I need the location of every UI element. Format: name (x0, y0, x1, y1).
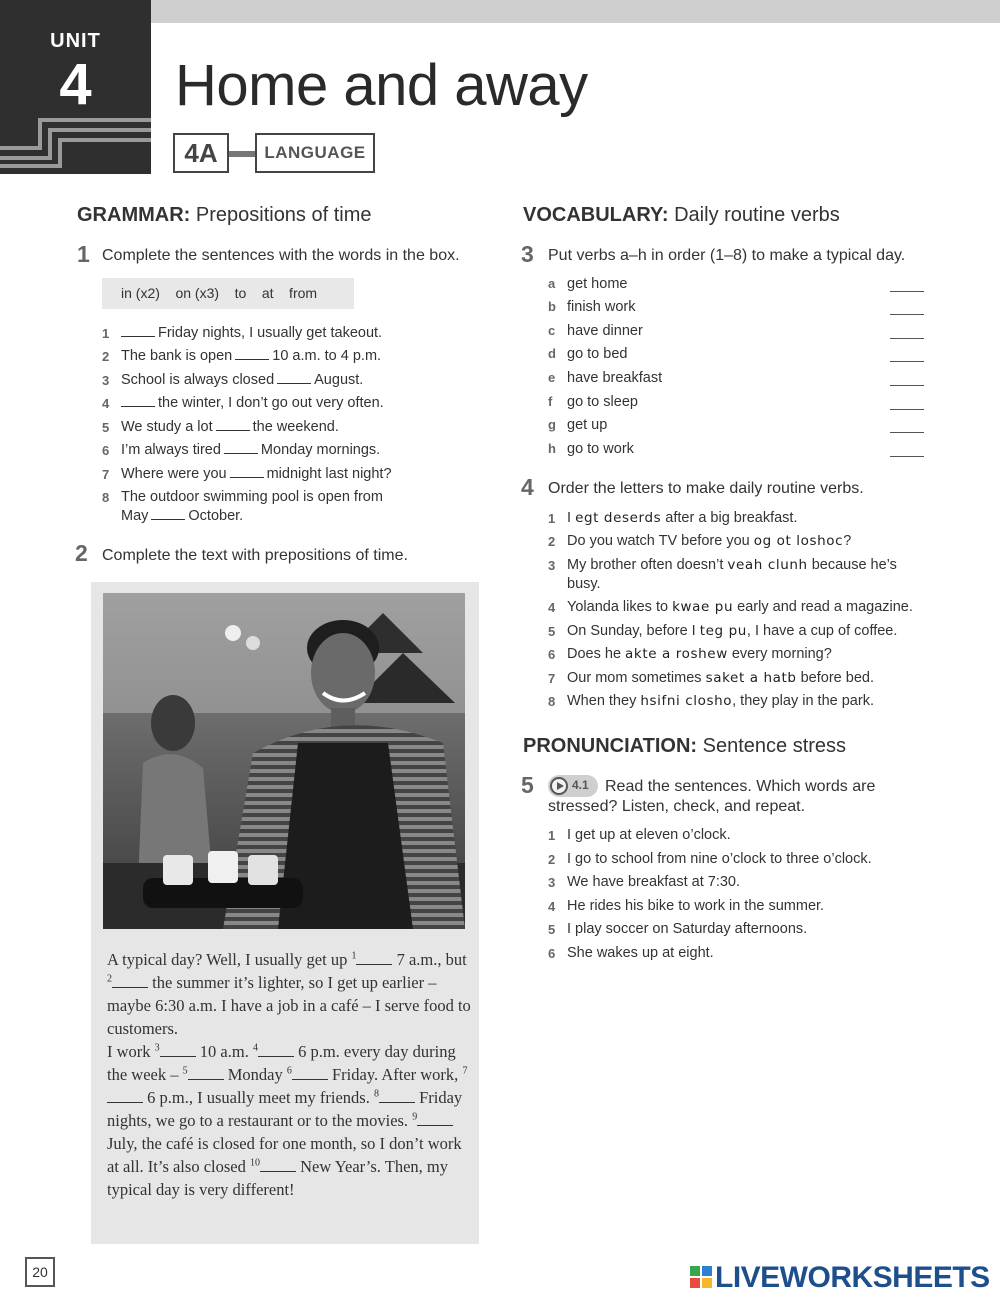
item-line2: busy. (567, 576, 601, 592)
scrambled-word: veah clunh (727, 557, 808, 573)
item-letter: e (548, 370, 556, 385)
story-part: July, the café is closed for one month, so I don’t work at all. It’s also closed (107, 1134, 462, 1176)
item-pre: When they (567, 693, 641, 709)
answer-blank[interactable] (224, 442, 258, 454)
item-number: 8 (102, 490, 110, 505)
item-number: 5 (548, 624, 556, 639)
story-blank[interactable] (379, 1093, 415, 1103)
item-post: 10 a.m. to 4 p.m. (272, 348, 382, 364)
ex3-item (548, 299, 928, 319)
item-post: ? (843, 533, 852, 549)
item-post: midnight last night? (266, 466, 392, 482)
item-text (121, 418, 339, 437)
ex3-item (548, 323, 928, 343)
gap-number: 8 (373, 1088, 379, 1100)
item-text (567, 669, 874, 688)
item-text (567, 509, 797, 528)
ex3-item (548, 276, 928, 296)
exercise-3-number: 3 (521, 241, 534, 267)
story-part: 10 a.m. (195, 1042, 253, 1061)
story-blank[interactable] (258, 1047, 294, 1057)
item-pre: Does he (567, 646, 626, 662)
item-text (567, 598, 913, 617)
grammar-heading-label: GRAMMAR: (77, 204, 191, 226)
item-number: 2 (548, 852, 556, 867)
item-pre: Yolanda likes to (567, 599, 673, 615)
grammar-heading-title: Prepositions of time (195, 204, 372, 226)
answer-blank[interactable] (890, 291, 924, 292)
gap-number: 5 (182, 1065, 188, 1077)
scrambled-word: saket a hatb (705, 670, 797, 686)
item-letter: b (548, 299, 556, 314)
item-text (121, 347, 381, 366)
item-letter: c (548, 323, 556, 338)
scrambled-word: hsifni closho (640, 693, 733, 709)
answer-blank[interactable] (277, 372, 311, 384)
item-post: early and read a magazine. (733, 599, 913, 615)
item-number: 6 (548, 647, 556, 662)
exercise-5-instruction: Read the sentences. Which words are (605, 778, 876, 795)
item-number: 1 (102, 326, 110, 341)
gap-number: 6 (286, 1065, 292, 1077)
exercise-1-instruction: Complete the sentences with the words in the box. (102, 247, 460, 264)
item-pre: May (121, 508, 149, 524)
exercise-2-number: 2 (75, 540, 88, 566)
item-text: We have breakfast at 7:30. (567, 874, 741, 890)
answer-blank[interactable] (151, 508, 185, 520)
gap-number: 7 (462, 1065, 468, 1077)
exercise-3-instruction: Put verbs a–h in order (1–8) to make a typical day. (548, 247, 906, 264)
header-stripe (150, 0, 1000, 23)
page-number: 20 (25, 1257, 55, 1287)
story-blank[interactable] (292, 1070, 328, 1080)
item-letter: d (548, 346, 556, 361)
item-pre: Where were you (121, 466, 227, 482)
item-post: Monday mornings. (260, 442, 381, 458)
answer-blank[interactable] (235, 348, 269, 360)
item-number: 3 (548, 558, 556, 573)
gap-number: 10 (249, 1157, 260, 1169)
item-pre: We study a lot (121, 419, 213, 435)
answer-blank[interactable] (890, 456, 924, 457)
item-text (121, 371, 363, 390)
story-part: the summer it’s lighter, so I get up earlier – maybe 6:30 a.m. I have a job in a café – I serve food to customers. (107, 973, 471, 1038)
story-part: 6 p.m. every day during the week – (107, 1042, 456, 1084)
item-number: 2 (102, 349, 110, 364)
item-post: , they play in the park. (732, 693, 874, 709)
item-text (121, 488, 383, 526)
item-text (121, 441, 380, 460)
story-blank[interactable] (107, 1093, 143, 1103)
item-number: 4 (548, 899, 556, 914)
item-text: I play soccer on Saturday afternoons. (567, 921, 808, 937)
item-number: 5 (548, 922, 556, 937)
item-number: 3 (102, 373, 110, 388)
item-text: I go to school from nine o’clock to three o’clock. (567, 851, 872, 867)
item-pre: The bank is open (121, 348, 233, 364)
item-letter: f (548, 394, 553, 409)
story-blank[interactable] (188, 1070, 224, 1080)
answer-blank[interactable] (121, 325, 155, 337)
exercise-5-number: 5 (521, 772, 534, 798)
lesson-connector (229, 151, 257, 157)
answer-blank[interactable] (890, 361, 924, 362)
scrambled-word: egt deserds (575, 510, 662, 526)
item-text (121, 394, 384, 413)
gap-number: 3 (154, 1042, 160, 1054)
item-text (567, 622, 897, 641)
item-number: 1 (548, 828, 556, 843)
item-number: 6 (102, 443, 110, 458)
item-number: 7 (548, 671, 556, 686)
answer-blank[interactable] (890, 338, 924, 339)
ex3-item (548, 394, 928, 414)
lesson-code: 4A (173, 133, 229, 173)
item-text (567, 692, 874, 711)
item-text (121, 465, 392, 484)
unit-badge (0, 0, 151, 174)
item-pre: My brother often doesn’t (567, 557, 728, 573)
item-text (121, 324, 382, 343)
story-part: Friday. After work, (327, 1065, 463, 1084)
item-text: She wakes up at eight. (567, 945, 714, 961)
item-pre: Our mom sometimes (567, 670, 706, 686)
item-text: go to bed (567, 346, 628, 362)
item-number: 5 (102, 420, 110, 435)
vocabulary-heading-title: Daily routine verbs (674, 204, 840, 226)
play-icon[interactable] (550, 777, 568, 795)
story-part: A typical day? Well, I usually get up (107, 950, 352, 969)
word-box: in (x2) on (x3) to at from (102, 278, 354, 309)
item-number: 1 (548, 511, 556, 526)
item-number: 7 (102, 467, 110, 482)
story-part: New Year’s. Then, my typical day is very different! (107, 1157, 448, 1199)
story-text (107, 948, 471, 1201)
item-text: He rides his bike to work in the summer. (567, 898, 825, 914)
steps-decoration (0, 108, 151, 174)
story-part: 6 p.m., I usually meet my friends. (143, 1088, 374, 1107)
item-text: get up (567, 417, 608, 433)
item-text: go to sleep (567, 394, 638, 410)
item-number: 4 (548, 600, 556, 615)
pronunciation-heading-label: PRONUNCIATION: (523, 735, 698, 757)
answer-blank[interactable] (230, 466, 264, 478)
gap-number: 2 (107, 973, 112, 985)
item-text: finish work (567, 299, 636, 315)
item-pre: I (567, 510, 576, 526)
gap-number: 9 (412, 1111, 418, 1123)
story-part: I work (107, 1042, 155, 1061)
story-blank[interactable] (417, 1116, 453, 1126)
brand-name: LIVEWORKSHEETS (715, 1261, 990, 1294)
exercise-4-instruction: Order the letters to make daily routine verbs. (548, 480, 864, 497)
scrambled-word: kwae pu (672, 599, 734, 615)
item-pre: Do you watch TV before you (567, 533, 754, 549)
item-number: 4 (102, 396, 110, 411)
item-pre: I’m always tired (121, 442, 221, 458)
item-post: after a big breakfast. (661, 510, 798, 526)
liveworksheets-icon (690, 1266, 712, 1288)
item-post: October. (188, 508, 244, 524)
story-blank[interactable] (112, 978, 148, 988)
story-part: Monday (223, 1065, 287, 1084)
answer-blank[interactable] (890, 409, 924, 410)
item-post: August. (314, 372, 364, 388)
story-part: 7 a.m., but (392, 950, 467, 969)
ex3-item (548, 417, 928, 437)
item-text (567, 556, 897, 594)
lesson-type: LANGUAGE (255, 133, 375, 173)
item-post: Friday nights, I usually get takeout. (158, 325, 383, 341)
item-letter: h (548, 441, 556, 456)
item-pre: School is always closed (121, 372, 275, 388)
item-text: I get up at eleven o’clock. (567, 827, 731, 843)
item-number: 6 (548, 946, 556, 961)
item-post: every morning? (727, 646, 832, 662)
item-text: have breakfast (567, 370, 663, 386)
unit-label: UNIT (50, 30, 101, 52)
story-blank[interactable] (356, 955, 392, 965)
item-text (567, 532, 851, 551)
ex3-item (548, 346, 928, 366)
exercise-5-instruction-cont: stressed? Listen, check, and repeat. (548, 798, 806, 815)
item-line1: The outdoor swimming pool is open from (121, 489, 383, 505)
audio-track-code: 4.1 (572, 778, 589, 792)
page-title: Home and away (175, 53, 588, 118)
answer-blank[interactable] (121, 395, 155, 407)
scrambled-word: og ot loshoc (753, 533, 844, 549)
answer-blank[interactable] (890, 314, 924, 315)
story-part: Friday nights, we go to a restaurant or to the movies. (107, 1088, 463, 1130)
pronunciation-heading-title: Sentence stress (702, 735, 847, 757)
unit-number: 4 (59, 52, 92, 117)
exercise-1-number: 1 (77, 241, 90, 267)
item-post: because he’s (807, 557, 897, 573)
item-letter: g (548, 417, 556, 432)
item-text: go to work (567, 441, 634, 457)
ex3-item (548, 441, 928, 461)
story-blank[interactable] (260, 1162, 296, 1172)
ex3-item (548, 370, 928, 390)
gap-number: 1 (351, 950, 357, 962)
answer-blank[interactable] (216, 419, 250, 431)
vocabulary-heading (523, 204, 840, 227)
answer-blank[interactable] (890, 385, 924, 386)
item-pre: On Sunday, before I (567, 623, 700, 639)
gap-number: 4 (252, 1042, 258, 1054)
item-number: 2 (548, 534, 556, 549)
item-text: get home (567, 276, 628, 292)
waiter-photo (103, 593, 465, 929)
exercise-2-instruction: Complete the text with prepositions of time. (102, 547, 408, 564)
scrambled-word: teg pu (699, 623, 747, 639)
item-number: 3 (548, 875, 556, 890)
item-text: have dinner (567, 323, 643, 339)
item-post: , I have a cup of coffee. (746, 623, 898, 639)
exercise-4-number: 4 (521, 474, 534, 500)
item-number: 8 (548, 694, 556, 709)
answer-blank[interactable] (890, 432, 924, 433)
vocabulary-heading-label: VOCABULARY: (523, 204, 669, 226)
scrambled-word: akte a roshew (625, 646, 728, 662)
audio-button[interactable] (548, 775, 598, 797)
grammar-heading (77, 204, 372, 227)
pronunciation-heading (523, 735, 846, 758)
item-letter: a (548, 276, 556, 291)
story-blank[interactable] (160, 1047, 196, 1057)
item-post: the winter, I don’t go out very often. (158, 395, 384, 411)
item-post: the weekend. (252, 419, 339, 435)
item-post: before bed. (796, 670, 874, 686)
item-text (567, 645, 832, 664)
